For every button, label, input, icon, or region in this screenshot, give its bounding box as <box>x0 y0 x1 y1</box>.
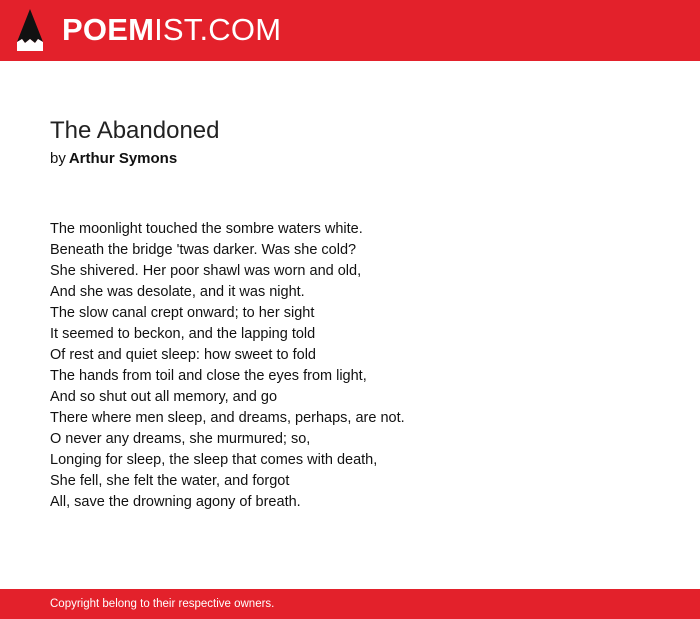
logo-light-text: IST.COM <box>154 12 282 47</box>
copyright-notice: Copyright belong to their respective owners. <box>50 598 275 610</box>
poem-line: She fell, she felt the water, and forgot <box>50 473 290 489</box>
poem-line: She shivered. Her poor shawl was worn and old, <box>50 263 362 279</box>
site-logo[interactable] <box>62 12 281 48</box>
byline <box>50 150 177 168</box>
poem-line: O never any dreams, she murmured; so, <box>50 431 311 447</box>
poem-line: And so shut out all memory, and go <box>50 389 278 405</box>
poem-line: Of rest and quiet sleep: how sweet to fold <box>50 347 316 363</box>
poem-line: The hands from toil and close the eyes from light, <box>50 368 367 384</box>
poem-line: All, save the drowning agony of breath. <box>50 494 301 510</box>
logo-bold-text: POEM <box>62 12 155 47</box>
pencil-tip-icon[interactable] <box>16 9 44 51</box>
poem-line: Beneath the bridge 'twas darker. Was she cold? <box>50 242 357 258</box>
poem-line: The slow canal crept onward; to her sight <box>50 305 315 321</box>
by-label: by <box>50 150 66 167</box>
site-header <box>0 0 700 61</box>
author-name: Arthur Symons <box>68 150 178 167</box>
poem-line: The moonlight touched the sombre waters white. <box>50 221 363 237</box>
site-footer <box>0 589 700 619</box>
poem-line: There where men sleep, and dreams, perhaps, are not. <box>50 410 405 426</box>
poem-line: Longing for sleep, the sleep that comes with death, <box>50 452 378 468</box>
poem-line: And she was desolate, and it was night. <box>50 284 305 300</box>
poem-line: It seemed to beckon, and the lapping told <box>50 326 316 342</box>
poem-body <box>50 219 405 513</box>
poem-title: The Abandoned <box>50 117 220 144</box>
